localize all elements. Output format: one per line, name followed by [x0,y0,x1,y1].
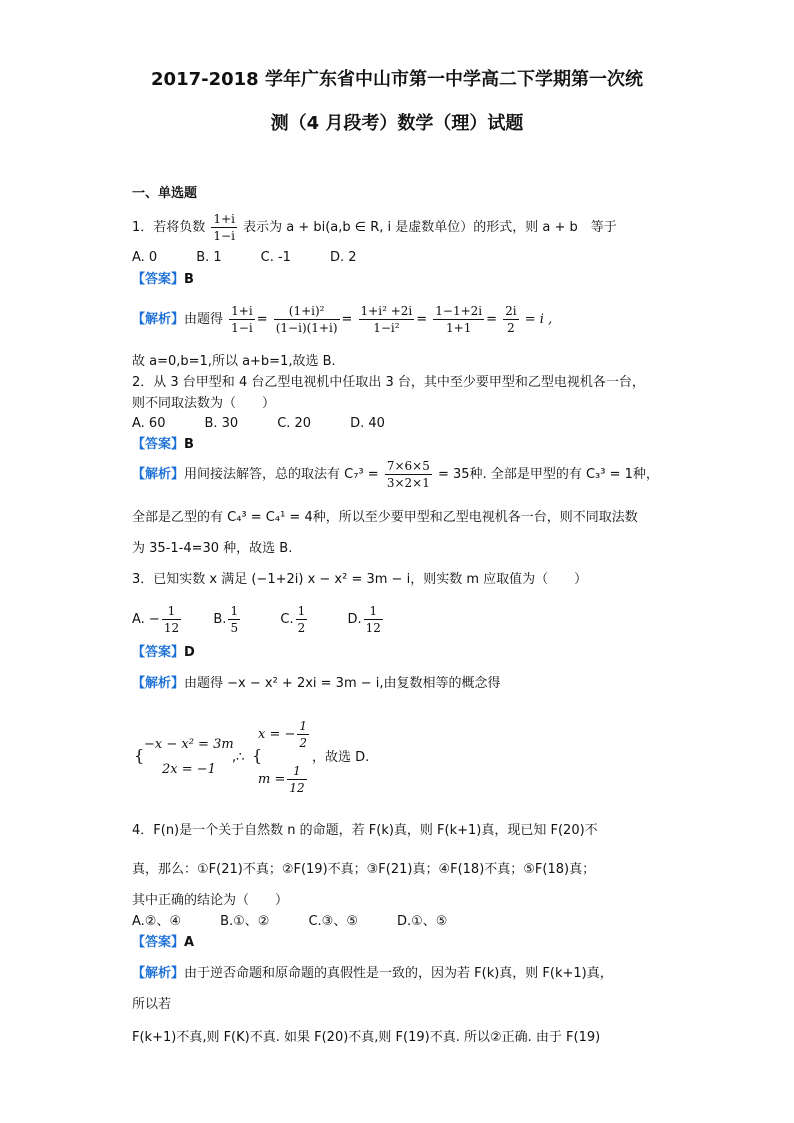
q3-x-num: 1 [299,719,308,733]
section-heading: 一、单选题 [132,186,198,201]
q3-option-b: B. [213,612,227,627]
q3-solution-x-frac [297,718,309,751]
q1-sol-f4-den: 1+1 [446,321,472,335]
analysis-tag: 【解析】 [132,312,185,327]
q3-solution-end: ，故选 D. [312,750,370,765]
q1-sol-end: = i , [524,312,553,327]
answer-tag: 【答案】 [132,645,185,660]
doc-title-line-2: 测（4 月段考）数学（理）试题 [270,113,524,134]
q4-options: A.②、④ B.①、② C.③、⑤ D.①、⑤ [132,914,448,929]
q1-sol-f3-den: 1−i² [373,321,400,335]
q1-sol-f1-den: 1−i [231,321,253,335]
q1-frac-den: 1−i [213,229,235,243]
q1-sol-f2-den: (1−i)(1+i) [275,321,338,335]
q3-d-den: 12 [365,621,381,635]
q3-therefore: ,∴ [232,750,245,765]
q1-solution: 【解析】由题得 $\frac{1+i}{1-i}$ = $\frac{\text{(1+i)²}}{(1-i)(1+i)}$ = $\frac{\text{1+i² +2i}}{\text{1−i²}}$ = $\frac{1-1+2i}{1+1}$ = $\frac{2i}{2}$ = i , [132,304,553,335]
q3-sol-line-1-text: 由题得 −x − x² + 2xi = 3m − i,由复数相等的概念得 [184,676,501,691]
q3-solution-m [258,763,309,796]
q1-answer [132,272,194,288]
analysis-tag: 【解析】 [132,467,185,482]
q2-stem-line-2: 则不同取法数为（ ） [132,396,276,411]
q2-sol-b: = 35种. 全部是甲型的有 C₃³ = 1种， [437,467,659,482]
q3-option-a: A. − [132,612,160,627]
q1-fraction [211,211,237,244]
q3-solution-x-text: x = − [258,727,296,742]
q2-stem-line-1: 2．从 3 台甲型和 4 台乙型电视机中任取出 3 台，其中至少要甲型和乙型电视机各一台， [132,375,645,390]
q4-solution-line-2: 所以若 [132,997,172,1012]
q3-b-num: 1 [230,604,239,618]
q3-option-d: D. [347,612,362,627]
q1-stem-b: 表示为 a + bi(a,b ∈ R, i 是虚数单位）的形式，则 a + b 等于 [243,220,617,235]
q1-stem [132,211,617,244]
q2-options: A. 60 B. 30 C. 20 D. 40 [132,416,385,431]
q2-solution-line-3: 为 35-1-4=30 种，故选 B. [132,541,293,556]
q1-sol-frac-5 [503,303,518,336]
q3-option-b-frac [228,603,240,636]
q3-option-c: C. [280,612,294,627]
q4-answer [132,935,194,951]
q1-sol-f1-num: 1+i [231,304,253,318]
q3-solution-line-1 [132,676,501,692]
q3-answer [132,645,195,661]
q3-c-den: 2 [297,621,306,635]
q3-a-num: 1 [162,603,181,620]
q1-solution-line-2: 故 a=0,b=1,所以 a+b=1,故选 B. [132,354,336,369]
q1-sol-f4-num: 1−1+2i [435,304,483,318]
doc-title-line-1: 2017-2018 学年广东省中山市第一中学高二下学期第一次统 [151,69,643,90]
q3-c-num: 1 [297,604,306,618]
q3-system-eq-2: 2x = −1 [162,762,216,777]
q1-stem-a: 1．若将负数 [132,220,206,235]
q3-a-den: 12 [163,621,180,635]
q4-stem-line-2: 真，那么：①F(21)不真；②F(19)不真；③F(21)真；④F(18)不真；⑤F(18)真； [132,862,596,877]
q1-sol-frac-2 [274,303,340,336]
q3-option-d-frac [364,603,383,636]
q3-system-brace-right: { [252,746,263,765]
q1-answer-value: B [184,272,194,287]
q2-answer [132,437,194,453]
q2-sol-frac-num: 7×6×5 [386,459,430,473]
q1-sol-lead: 由题得 [184,312,224,327]
q3-system-brace-left: { [134,746,145,765]
q1-sol-f3-num: 1+i² +2i [360,304,413,318]
q3-b-den: 5 [230,621,239,635]
analysis-tag: 【解析】 [132,966,185,981]
q2-sol-a: 用间接法解答，总的取法有 C₇³ = [184,467,379,482]
q3-m-num: 1 [287,763,306,780]
answer-tag: 【答案】 [132,437,185,452]
q1-frac-num: 1+i [213,212,235,226]
q2-solution [132,458,659,491]
q3-option-a-frac [162,603,181,636]
q1-options: A. 0 B. 1 C. -1 D. 2 [132,250,357,265]
q4-stem-line-1: 4．F(n)是一个关于自然数 n 的命题，若 F(k)真，则 F(k+1)真，现已知 F(20)不 [132,823,598,838]
q1-sol-f2-num: (1+i)² [274,303,340,320]
answer-tag: 【答案】 [132,272,185,287]
q3-x-den: 2 [299,736,308,750]
q1-sol-f5-den: 2 [507,321,515,335]
q4-stem-line-3: 其中正确的结论为（ ） [132,893,289,908]
q4-solution-line-1 [132,966,613,982]
q4-answer-value: A [184,935,195,950]
q3-stem: 3．已知实数 x 满足 (−1+2i) x − x² = 3m − i，则实数 m 应取值为（ ） [132,572,588,587]
answer-tag: 【答案】 [132,935,185,950]
q3-solution-x [258,718,311,751]
q2-solution-line-2: 全部是乙型的有 C₄³ = C₄¹ = 4种，所以至少要甲型和乙型电视机各一台，则不同取法数 [132,510,638,525]
q1-sol-frac-3 [359,303,415,336]
q3-solution-m-text: m = [258,772,286,787]
q3-option-c-frac [296,603,308,636]
q3-d-num: 1 [364,603,383,620]
q1-sol-frac-1 [229,303,255,336]
q3-answer-value: D [184,645,195,660]
q4-sol-line-1-text: 由于逆否命题和原命题的真假性是一致的，因为若 F(k)真，则 F(k+1)真， [184,966,613,981]
q2-sol-frac [385,458,432,491]
q1-sol-f5-num: 2i [505,304,517,318]
q3-options [132,603,385,636]
q4-solution-line-3: F(k+1)不真,则 F(K)不真. 如果 F(20)不真,则 F(19)不真. 所以②正确. 由于 F(19) [132,1030,601,1045]
q2-answer-value: B [184,437,194,452]
q2-sol-frac-den: 3×2×1 [386,476,430,490]
q3-system-eq-1: −x − x² = 3m [144,737,234,752]
q3-m-den: 12 [289,781,305,795]
q3-solution-m-frac [287,763,306,796]
analysis-tag: 【解析】 [132,676,185,691]
q1-sol-frac-4 [433,303,484,336]
